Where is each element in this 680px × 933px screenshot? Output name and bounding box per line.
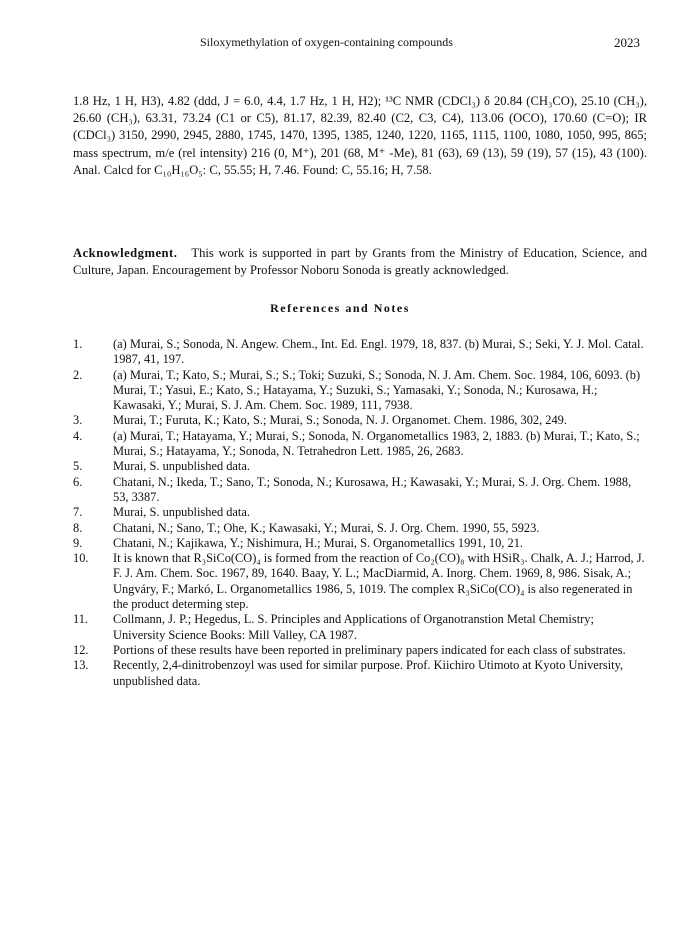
- reference-text: Chatani, N.; Kajikawa, Y.; Nishimura, H.; Murai, S. Organometallics 1991, 10, 21.: [113, 535, 523, 550]
- reference-item: [73, 612, 647, 643]
- reference-item: [73, 536, 647, 551]
- reference-item: [73, 551, 647, 612]
- references-heading: References and Notes: [270, 301, 410, 315]
- running-title: Siloxymethylation of oxygen-containing compounds: [200, 35, 453, 49]
- reference-item: [73, 459, 647, 474]
- reference-text: Chatani, N.; Ikeda, T.; Sano, T.; Sonoda, N.; Kurosawa, H.; Kawasaki, Y.; Murai, S. J. Org. Chem. 1988, 53, 3387.: [113, 474, 632, 504]
- reference-number: 2.: [73, 367, 83, 382]
- acknowledgment-paragraph: [73, 245, 647, 279]
- reference-item: [73, 429, 647, 460]
- reference-number: 12.: [73, 642, 89, 657]
- reference-item: [73, 643, 647, 658]
- reference-number: 1.: [73, 337, 83, 351]
- reference-number: 8.: [73, 520, 83, 535]
- reference-number: 5.: [73, 459, 83, 474]
- reference-number: 13.: [73, 658, 89, 673]
- reference-text: (a) Murai, S.; Sonoda, N. Angew. Chem., Int. Ed. Engl. 1979, 18, 837. (b) Murai, S.; Seki, Y. J. Mol. Catal. 1987, 41, 197.: [113, 337, 644, 367]
- reference-item: [73, 413, 647, 428]
- reference-text: Recently, 2,4-dinitrobenzoyl was used for similar purpose. Prof. Kiichiro Utimoto at Kyoto University, unpublished data.: [113, 658, 624, 688]
- reference-number: 3.: [73, 413, 83, 428]
- reference-text: Murai, S. unpublished data.: [113, 459, 250, 474]
- acknowledgment-text: This work is supported in part by Grants from the Ministry of Education, Science, and Culture, Japan. Encouragement by Professor Noboru Sonoda is greatly acknowledged.: [73, 246, 647, 278]
- reference-number: 10.: [73, 551, 89, 566]
- acknowledgment-heading: Acknowledgment.: [73, 246, 178, 260]
- reference-text: It is known that R₃SiCo(CO)₄ is formed from the reaction of Co₂(CO)₈ with HSiR₃. Chalk, A. J.; Harrod, J. F. J. Am. Chem. Soc. 1967, 89, 1640. Baay, Y. L.; MacDiarmid, A. Inorg. Chem. 1969, 8, 986. Sisak, A.; Ungváry, F.; Markó, L. Organometallics 1986, 5, 1019. The complex R₃SiCo(CO)₄ is also regenerated in the product determing step.: [113, 551, 645, 612]
- references-list: [73, 337, 647, 689]
- reference-text: Collmann, J. P.; Hegedus, L. S. Principles and Applications of Organotranstion Metal Chemistry; University Science Books: Mill Valley, CA 1987.: [113, 612, 594, 642]
- reference-item: [73, 368, 647, 414]
- reference-text: (a) Murai, T.; Kato, S.; Murai, S.; S.; Toki; Suzuki, S.; Sonoda, N. J. Am. Chem. Soc. 1984, 106, 6093. (b) Murai, T.; Yasui, E.; Kato, S.; Hatayama, Y.; Suzuki, S.; Yamasaki, Y.; Sonoda, N.; Kurosawa, H.; Kawasaki, Y.; Murai, S. J. Am. Chem. Soc. 1989, 111, 7938.: [113, 367, 641, 413]
- reference-text: (a) Murai, T.; Hatayama, Y.; Murai, S.; Sonoda, N. Organometallics 1983, 2, 1883. (b) Murai, T.; Kato, S.; Murai, S.; Hatayama, Y.; Sonoda, N. Tetrahedron Lett. 1985, 26, 2683.: [113, 428, 640, 459]
- reference-text: Murai, S. unpublished data.: [113, 505, 250, 520]
- reference-text: Murai, T.; Furuta, K.; Kato, S.; Murai, S.; Sonoda, N. J. Organomet. Chem. 1986, 302, 249.: [113, 413, 567, 428]
- reference-text: Portions of these results have been reported in preliminary papers indicated for each class of substrates.: [113, 642, 626, 657]
- reference-number: 7.: [73, 505, 83, 520]
- reference-item: [73, 505, 647, 520]
- reference-number: 11.: [73, 612, 89, 627]
- reference-item: [73, 475, 647, 506]
- reference-number: 4.: [73, 428, 83, 443]
- reference-item: [73, 521, 647, 536]
- reference-number: 6.: [73, 474, 83, 489]
- reference-item: [73, 658, 647, 689]
- reference-item: [73, 337, 647, 368]
- reference-number: 9.: [73, 535, 83, 550]
- page-number: 2023: [614, 35, 640, 50]
- reference-text: Chatani, N.; Sano, T.; Ohe, K.; Kawasaki, Y.; Murai, S. J. Org. Chem. 1990, 55, 5923.: [113, 520, 540, 535]
- experimental-data-paragraph: 1.8 Hz, 1 H, H3), 4.82 (ddd, J = 6.0, 4.4, 1.7 Hz, 1 H, H2); ¹³C NMR (CDCl₃) δ 20.84 (CH₃CO), 25.10 (CH₃), 26.60 (CH₃), 63.31, 73.24 (C1 or C5), 81.17, 82.39, 82.40 (C2, C3, C4), 113.06 (OCO), 170.60 (C=O); IR (CDCl₃) 3150, 2990, 2945, 2880, 1745, 1470, 1395, 1385, 1240, 1220, 1165, 1115, 1100, 1080, 1050, 995, 865; mass spectrum, m/e (rel intensity) 216 (0, M⁺), 201 (68, M⁺ -Me), 81 (63), 69 (13), 59 (19), 57 (15), 43 (100). Anal. Calcd for C₁₀H₁₆O₅: C, 55.55; H, 7.46. Found: C, 55.16; H, 7.58.: [73, 94, 647, 177]
